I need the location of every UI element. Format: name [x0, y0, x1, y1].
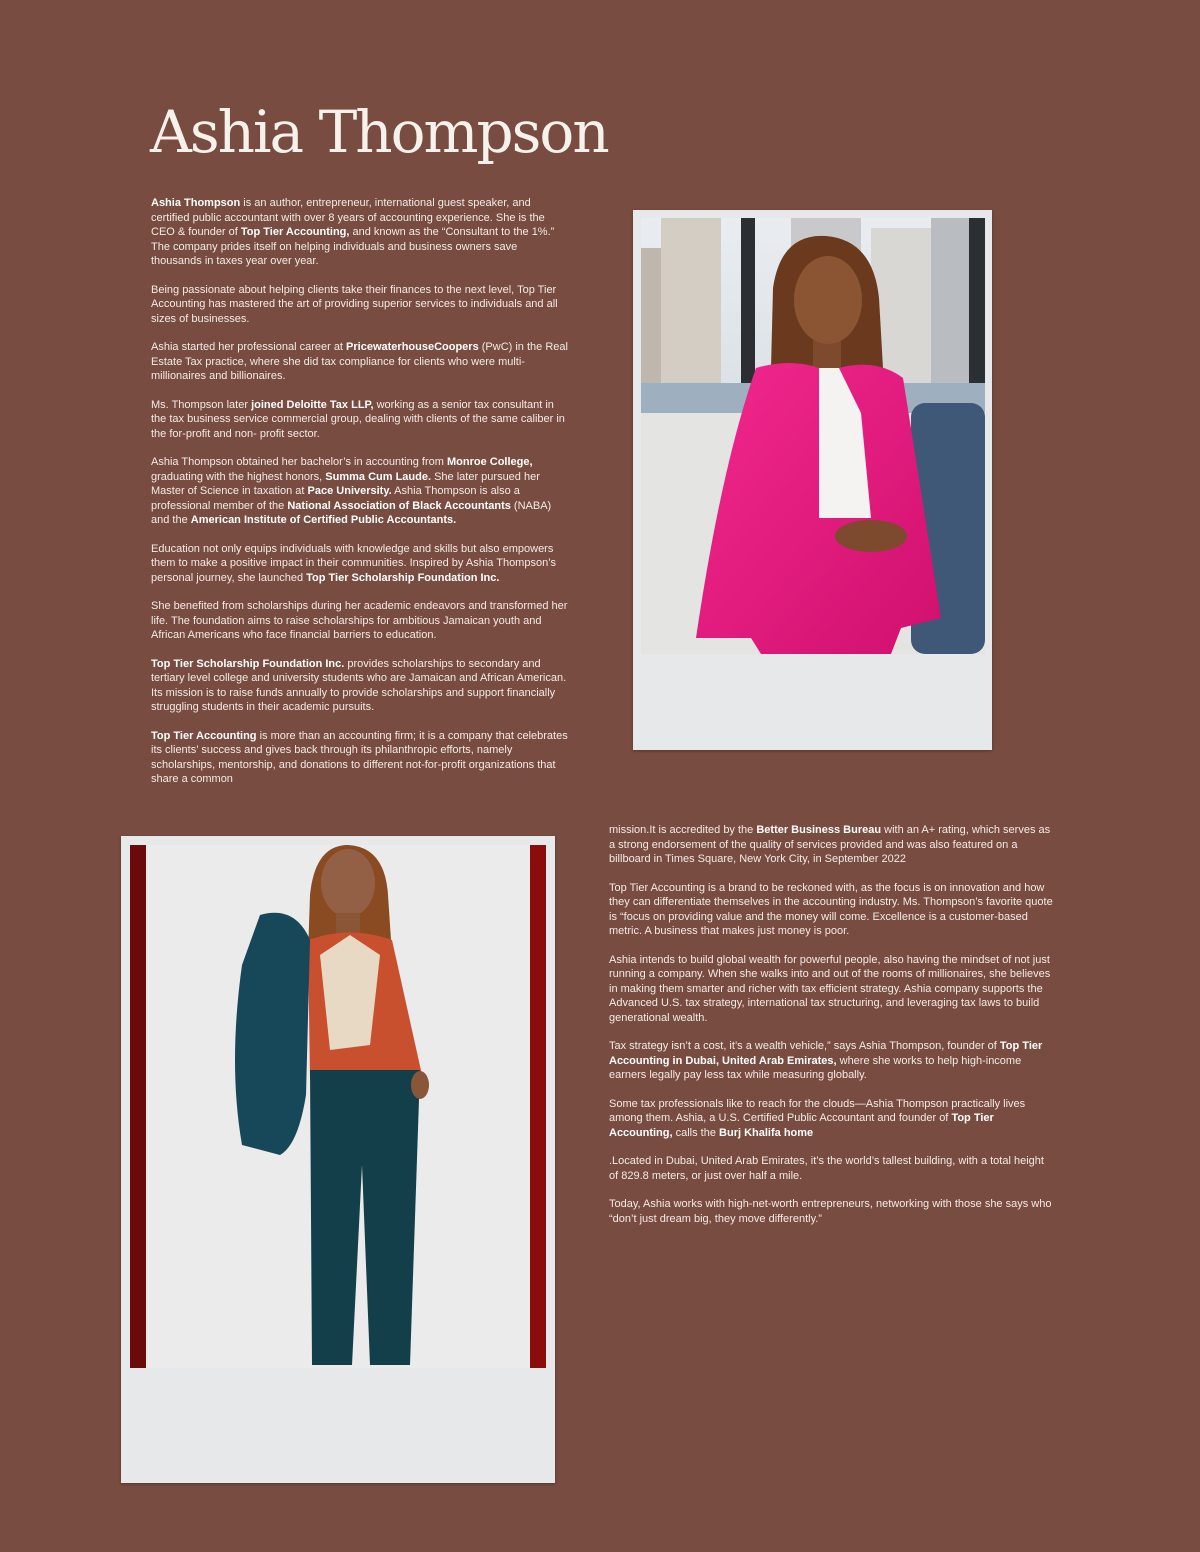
emphasis-text: Burj Khalifa home: [719, 1126, 814, 1139]
body-paragraph: [151, 455, 571, 528]
body-text: working as a senior tax consultant in the tax business service commercial group, dealing with clients of the same caliber in the for-profit and non- profit sector.: [151, 398, 565, 440]
emphasis-text: Top Tier Scholarship Foundation Inc.: [306, 571, 500, 584]
page-title: Ashia Thompson: [150, 98, 608, 166]
body-text: calls the: [672, 1126, 720, 1139]
portrait-photo-pink-blazer: [641, 218, 985, 654]
emphasis-text: Top Tier Accounting,: [240, 226, 350, 238]
emphasis-text: National Association of Black Accountants: [287, 499, 511, 512]
portrait-photo-teal-suit: [130, 845, 546, 1368]
emphasis-text: Top Tier Accounting,: [609, 1112, 994, 1139]
body-text: provides scholarships to secondary and tertiary level college and university students who are Jamaican and African American. Its mission is to raise funds annually to provide scholarships and support financially struggling students in their academic pursuits.: [151, 657, 567, 713]
body-text: Today, Ashia works with high-net-worth entrepreneurs, networking with those she says who “don’t just dream big, they move differently.”: [609, 1198, 1052, 1225]
body-text: Tax strategy isn’t a cost, it’s a wealth vehicle,” says Ashia Thompson, founder of: [609, 1040, 1000, 1052]
body-text: Being passionate about helping clients take their finances to the next level, Top Tier Accounting has mastered the art of providing superior services to individuals and all sizes of businesses.: [151, 283, 558, 325]
body-text: She later pursued her Master of Science in taxation at: [151, 470, 540, 497]
body-paragraph: [609, 1197, 1055, 1226]
body-text: Some tax professionals like to reach for the clouds—Ashia Thompson practically lives among them. Ashia, a U.S. Certified Public Accountant and founder of: [609, 1097, 1026, 1124]
body-text: Top Tier Accounting is a brand to be reckoned with, as the focus is on innovation and how they can differentiate themselves in the accounting industry. Ms. Thompson’s favorite quote is “focus on providing value and the money will come. Excellence is a customer-based metric. A business that makes just money is poor.: [609, 881, 1053, 937]
body-text: Ashia Thompson is also a professional member of the: [151, 485, 520, 512]
body-text: Ashia Thompson obtained her bachelor’s in accounting from: [151, 456, 447, 468]
body-text: Education not only equips individuals with knowledge and skills but also empowers them to make a positive impact in their communities. Inspired by Ashia Thompson’s personal journey, she launched: [151, 542, 556, 584]
emphasis-text: Summa Cum Laude.: [325, 470, 432, 483]
emphasis-text: American Institute of Certified Public Accountants.: [190, 514, 457, 526]
emphasis-text: Top Tier Accounting in Dubai, United Arab Emirates,: [609, 1040, 1043, 1067]
emphasis-text: joined Deloitte Tax LLP,: [251, 398, 374, 411]
body-text: She benefited from scholarships during her academic endeavors and transformed her life. The foundation aims to raise scholarships for ambitious Jamaican youth and African Americans who face financial barriers to education.: [151, 600, 568, 641]
emphasis-text: Better Business Bureau: [756, 824, 882, 836]
body-paragraph: [609, 1039, 1055, 1083]
emphasis-text: Top Tier Accounting: [151, 729, 257, 742]
body-text: mission.It is accredited by the: [609, 824, 757, 836]
body-text: .Located in Dubai, United Arab Emirates, it’s the world’s tallest building, with a total height of 829.8 meters, or just over half a mile.: [609, 1155, 1044, 1182]
body-text: with an A+ rating, which serves as a strong endorsement of the quality of services provided and was also featured on a billboard in Times Square, New York City, in September 2022: [609, 824, 1051, 865]
body-paragraph: [151, 340, 571, 384]
emphasis-text: PricewaterhouseCoopers: [346, 341, 479, 353]
body-paragraph: [609, 823, 1055, 867]
body-paragraph: [151, 657, 571, 715]
body-paragraph: [151, 599, 571, 643]
emphasis-text: Top Tier Scholarship Foundation Inc.: [151, 657, 345, 670]
body-paragraph: [609, 1154, 1055, 1183]
polaroid-frame-bottom: [121, 836, 555, 1483]
body-paragraph: [609, 953, 1055, 1026]
body-text: Ms. Thompson later: [151, 398, 252, 411]
body-text: where she works to help high-income earners legally pay less tax while measuring globally.: [609, 1054, 1022, 1081]
body-paragraph: [609, 881, 1055, 939]
body-paragraph: [151, 542, 571, 586]
body-paragraph: [151, 398, 571, 442]
emphasis-text: Ashia Thompson: [151, 197, 241, 209]
body-paragraph: [151, 283, 571, 327]
polaroid-frame-top: [633, 210, 992, 750]
body-paragraph: [151, 196, 571, 269]
body-text: Ashia started her professional career at: [151, 341, 347, 353]
body-paragraph: [609, 1097, 1055, 1141]
body-text: (PwC) in the Real Estate Tax practice, where she did tax compliance for clients who were multi-millionaires and billionaires.: [151, 341, 568, 382]
emphasis-text: Pace University.: [307, 485, 392, 497]
body-paragraph: [151, 729, 571, 787]
article-column-right: [609, 823, 1055, 1240]
body-text: (NABA) and the: [151, 499, 552, 526]
body-text: and known as the “Consultant to the 1%.” The company prides itself on helping individuals and business owners save thousands in taxes year over year.: [151, 226, 555, 267]
body-text: Ashia intends to build global wealth for powerful people, also having the mindset of not just running a company. When she walks into and out of the rooms of millionaires, she believes in making them smarter and richer with tax efficient strategy. Ashia company supports the Advanced U.S. tax strategy, international tax structuring, and leveraging tax laws to build generational wealth.: [609, 953, 1051, 1024]
body-text: graduating with the highest honors,: [151, 470, 326, 483]
article-column-left: [151, 196, 571, 801]
body-text: is an author, entrepreneur, international guest speaker, and certified public accountant with over 8 years of accounting experience. She is the CEO & founder of: [151, 197, 545, 238]
body-text: is more than an accounting firm; it is a company that celebrates its clients’ success and gives back through its philanthropic efforts, namely scholarships, mentorship, and donations to different not-for-profit organizations that share a common: [151, 729, 568, 785]
emphasis-text: Monroe College,: [446, 456, 533, 468]
